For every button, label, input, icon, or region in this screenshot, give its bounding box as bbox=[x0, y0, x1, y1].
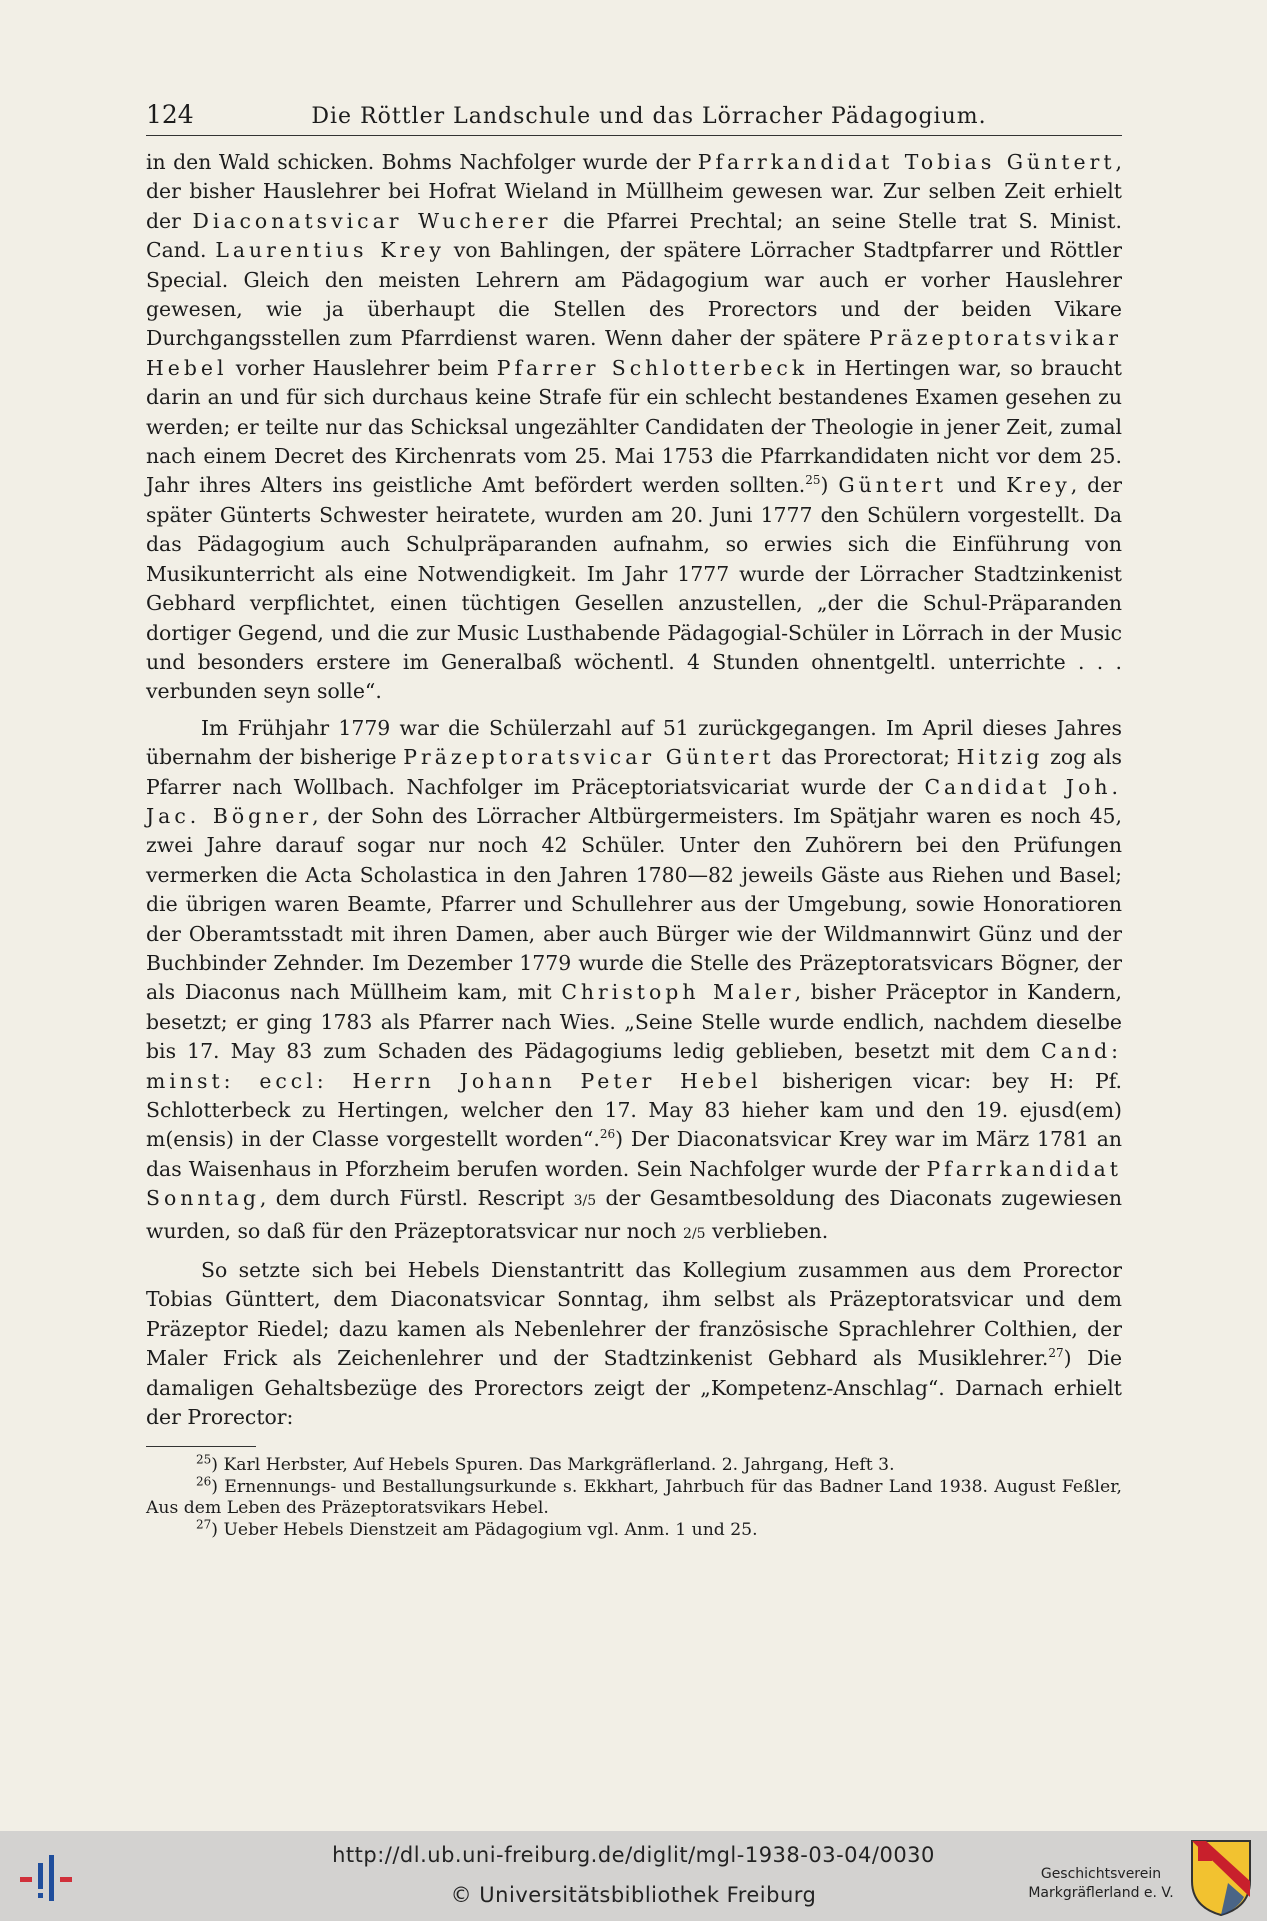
text-run: , der Sohn des Lörracher Altbürgermeisters. Im Spätjahr waren es noch 45, zwei Jahre darauf sogar nur noch 42 Schüler. Unter den Zuhörern bei den Prüfungen vermerken die Acta Scholastica in den Jahren 1780—82 jeweils Gäste aus Riehen und Basel; die übrigen waren Beamte, Pfarrer und Schullehrer aus der Umgebung, sowie Honoratioren der Oberamtsstadt mit ihren Damen, aber auch Bürger wie der Wildmannwirt Günz und der Buchbinder Zehnder. Im Dezember 1779 wurde die Stelle des Präzeptoratsvicars Bögner, der als Diaconus nach Müllheim kam, mit bbox=[146, 803, 1122, 1005]
spaced-name: Laurentius Krey bbox=[215, 238, 445, 263]
text-run: in den Wald schicken. Bohms Nachfolger wurde der bbox=[146, 150, 698, 174]
spaced-name: Präzeptoratsvikar Hebel bbox=[146, 326, 1122, 380]
text-run: So setzte sich bei Hebels Dienstantritt das Kollegium zusammen aus dem Prorector Tobias Günttert, dem Diaconatsvicar Sonntag, ihm selbst als Präzeptoratsvicar und dem Präzeptor Riedel; dazu kamen als Nebenlehrer der französische Sprachlehrer Colthien, der Maler Frick als Zeichenlehrer und der Stadtzinkenist Gebhard als Musiklehrer. bbox=[146, 1258, 1122, 1371]
running-title: Die Röttler Landschule und das Lörracher Pädagogium. bbox=[311, 104, 987, 129]
spaced-name: Diaconatsvicar Wucherer bbox=[192, 208, 552, 233]
text-run: und bbox=[947, 473, 1007, 498]
footnote-ref: 25 bbox=[805, 473, 821, 488]
spaced-name: Pfarrer Schlotterbeck bbox=[496, 355, 809, 380]
spaced-name: Candidat Joh. Jac. Bögner bbox=[146, 774, 1122, 828]
paragraph-3 bbox=[146, 1256, 1122, 1432]
footnote-25 bbox=[146, 1452, 1122, 1477]
paragraph-2 bbox=[146, 714, 1122, 1249]
text-run: ) Die damaligen Gehaltsbezüge des Prorectors zeigt der „Kompetenz-Anschlag“. Darnach erhielt der Prorector: bbox=[146, 1346, 1123, 1430]
footnote-number: 27 bbox=[196, 1517, 212, 1532]
spaced-name: Krey bbox=[1006, 473, 1071, 498]
spaced-name: Präzeptoratsvicar Güntert bbox=[403, 745, 775, 770]
footnote-number: 26 bbox=[196, 1474, 212, 1489]
footnote-text: ) Karl Herbster, Auf Hebels Spuren. Das Markgräflerland. 2. Jahrgang, Heft 3. bbox=[211, 1455, 895, 1476]
text-run: zog als Pfarrer nach Wollbach. Nachfolger im Präceptoriatsvicariat wurde der bbox=[146, 745, 1122, 799]
footnotes bbox=[146, 1452, 1122, 1541]
text-run: Im Frühjahr 1779 war die Schülerzahl auf 51 zurückgegangen. Im April dieses Jahres übernahm der bisherige bbox=[146, 715, 1122, 770]
text-run: , der später Günterts Schwester heiratete, wurden am 20. Juni 1777 den Schülern vorgestellt. Da das Pädagogium auch Schulpräparanden aufnahm, so erwies sich die Einführung von Musikunterricht als eine Notwendigkeit. Im Jahr 1777 wurde der Lörracher Stadtzinkenist Gebhard verpflichtet, einen tüchtigen Gesellen anzustellen, „der die Schul-Präparanden dortiger Gegend, und die zur Music Lusthabende Pädagogial-Schüler in Lörrach in der Music und besonders erstere im Generalbaß wöchentl. 4 Stunden ohnentgeltl. unterrichte . . . verbunden seyn solle“. bbox=[146, 473, 1122, 704]
viewer-footer bbox=[0, 1831, 1267, 1921]
text-run: , bisher Präceptor in Kandern, besetzt; er ging 1783 als Pfarrer nach Wies. „Seine Stelle wurde endlich, nachdem dieselbe bis 17. May 83 zum Schaden des Pädagogiums ledig geblieben, besetzt mit dem bbox=[146, 980, 1122, 1064]
fraction: 3/5 bbox=[573, 1193, 597, 1210]
text-run: , dem durch Fürstl. Rescript bbox=[259, 1186, 574, 1211]
footnote-ref: 26 bbox=[599, 1127, 616, 1142]
spaced-name: Pfarrkandidat Tobias Güntert bbox=[697, 150, 1116, 174]
text-run: vorher Hauslehrer beim bbox=[227, 355, 497, 380]
footnote-text: ) Ueber Hebels Dienstzeit am Pädagogium vgl. Anm. 1 und 25. bbox=[211, 1519, 758, 1540]
text-run: der Gesamtbesoldung des Diaconats zugewiesen wurden, so daß für den Präzeptoratsvicar nur noch bbox=[146, 1186, 1122, 1243]
footnote-text: ) Ernennungs- und Bestallungsurkunde s. Ekkhart, Jahrbuch für das Badner Land 1938. August Feßler, Aus dem Leben des Präzeptoratsvikars Hebel. bbox=[146, 1476, 1122, 1519]
society-name bbox=[1016, 1865, 1186, 1903]
page-header bbox=[146, 100, 1122, 136]
text-run: ) Der Diaconatsvicar Krey war im März 1781 an das Waisenhaus in Pforzheim berufen worden. Sein Nachfolger wurde der bbox=[146, 1127, 1122, 1181]
text-run: verblieben. bbox=[705, 1218, 829, 1243]
text-run: von Bahlingen, der spätere Lörracher Stadtpfarrer und Röttler Special. Gleich den meisten Lehrern am Pädagogium war auch er vorher Hauslehrer gewesen, wie ja überhaupt die Stellen des Prorectors und der beiden Vikare Durchgangsstellen zum Pfarrdienst waren. Wenn daher der spätere bbox=[146, 238, 1122, 351]
page-number: 124 bbox=[146, 100, 194, 129]
text-run: in Hertingen war, so braucht darin an und für sich durchaus keine Strafe für ein schlecht bestandenes Examen gesehen zu werden; er teilte nur das Schicksal ungezählter Candidaten der Theologie in jener Zeit, zumal nach einem Decret des Kirchenrats vom 25. Mai 1753 die Pfarrkandidaten nicht vor dem 25. Jahr ihres Alters ins geistliche Amt befördert werden sollten. bbox=[146, 355, 1122, 498]
spaced-name: Cand: minst: eccl: Herrn Johann Peter Hebel bbox=[146, 1039, 1122, 1093]
page-content bbox=[146, 100, 1122, 1541]
text-run: bisherigen vicar: bey H: Pf. Schlotterbeck zu Hertingen, welcher den 17. May 83 hieher kam und den 19. ejusd(em) m(ensis) in der Classe vorgestellt worden“. bbox=[146, 1068, 1123, 1152]
footnote-number: 25 bbox=[196, 1452, 212, 1467]
spaced-name: Pfarrkandidat Sonntag bbox=[146, 1156, 1122, 1211]
text-run: die Pfarrei Prechtal; an seine Stelle trat S. Minist. Cand. bbox=[146, 208, 1122, 263]
text-run: , der bisher Hauslehrer bei Hofrat Wieland in Müllheim gewesen war. Zur selben Zeit erhielt der bbox=[146, 150, 1122, 233]
footnote-26 bbox=[146, 1474, 1122, 1520]
spaced-name: Christoph Maler bbox=[561, 980, 795, 1005]
permalink-url[interactable]: http://dl.ub.uni-freiburg.de/diglit/mgl-1938-03-04/0030 bbox=[332, 1843, 935, 1867]
footnote-27 bbox=[146, 1517, 1122, 1542]
coat-of-arms-icon bbox=[1188, 1837, 1254, 1917]
paragraph-1 bbox=[146, 148, 1122, 707]
text-run: ) bbox=[820, 473, 839, 498]
footnote-divider bbox=[146, 1446, 256, 1447]
text-run: das Prorectorat; bbox=[774, 745, 957, 770]
spaced-name: Güntert bbox=[838, 473, 948, 498]
spaced-name: Hitzig bbox=[956, 745, 1044, 770]
footnote-ref: 27 bbox=[1048, 1346, 1064, 1361]
society-name-line: Markgräflerland e. V. bbox=[1028, 1885, 1174, 1901]
body-text bbox=[146, 148, 1122, 1432]
fraction: 2/5 bbox=[683, 1225, 706, 1242]
society-name-line: Geschichtsverein bbox=[1040, 1866, 1162, 1882]
copyright-notice: © Universitätsbibliothek Freiburg bbox=[450, 1883, 817, 1907]
